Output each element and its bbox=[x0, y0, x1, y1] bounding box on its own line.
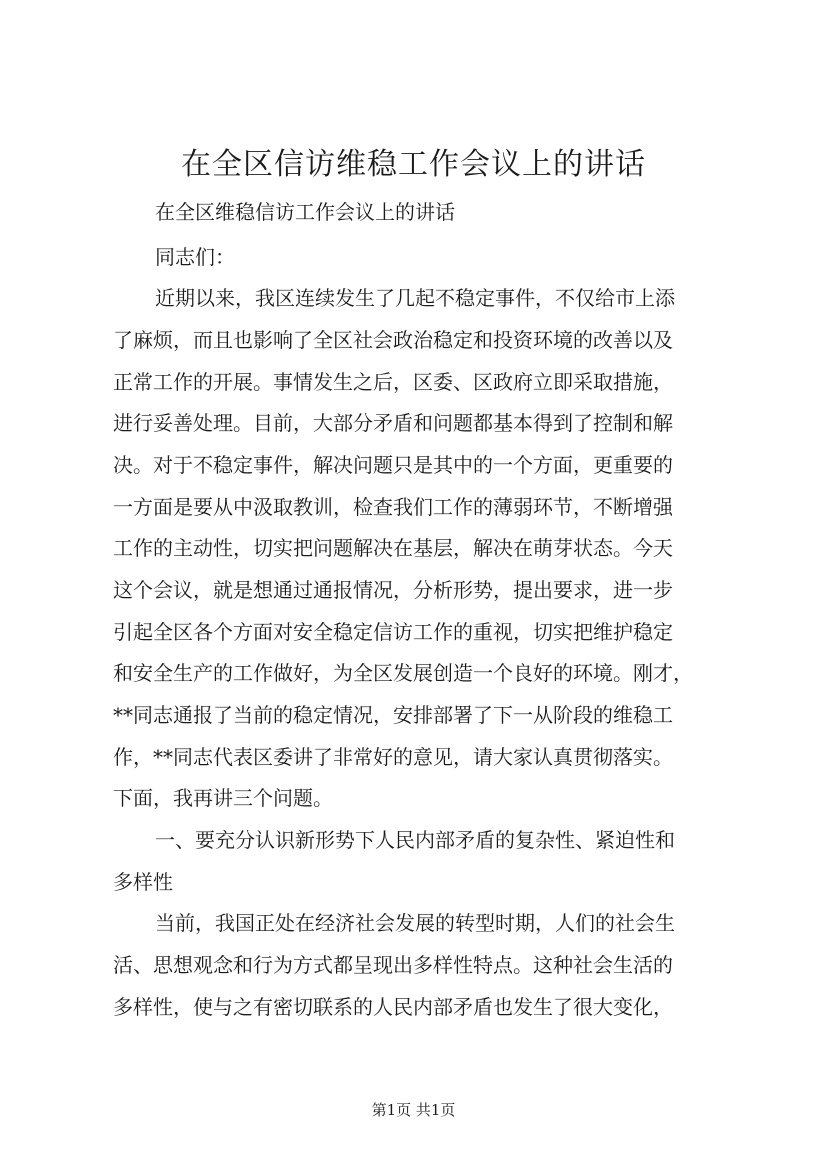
subtitle-line: 在全区维稳信访工作会议上的讲话 bbox=[155, 200, 455, 224]
body-line: 和安全生产的工作做好，为全区发展创造一个良好的环境。刚才， bbox=[113, 661, 693, 685]
body-line: 工作的主动性，切实把问题解决在基层，解决在萌芽状态。今天 bbox=[113, 536, 673, 560]
body-line: 引起全区各个方面对安全稳定信访工作的重视，切实把维护稳定 bbox=[113, 620, 673, 644]
body-line: 多样性，使与之有密切联系的人民内部矛盾也发生了很大变化， bbox=[113, 995, 673, 1019]
body-line: 近期以来，我区连续发生了几起不稳定事件，不仅给市上添 bbox=[155, 286, 675, 310]
body-line: 一方面是要从中汲取教训，检查我们工作的薄弱环节，不断增强 bbox=[113, 495, 673, 519]
body-line: 了麻烦，而且也影响了全区社会政治稳定和投资环境的改善以及 bbox=[113, 328, 673, 352]
page-footer: 第1页 共1页 bbox=[371, 1101, 456, 1119]
body-line: 决。对于不稳定事件，解决问题只是其中的一个方面，更重要的 bbox=[113, 453, 673, 477]
section-heading-line: 一、要充分认识新形势下人民内部矛盾的复杂性、紧迫性和 bbox=[155, 828, 675, 852]
body-line: 正常工作的开展。事情发生之后，区委、区政府立即采取措施， bbox=[113, 370, 673, 394]
salutation-line: 同志们： bbox=[155, 245, 235, 269]
body-line: 活、思想观念和行为方式都呈现出多样性特点。这种社会生活的 bbox=[113, 953, 673, 977]
body-line: **同志通报了当前的稳定情况，安排部署了下一从阶段的维稳工 bbox=[113, 703, 673, 727]
body-line: 作，**同志代表区委讲了非常好的意见，请大家认真贯彻落实。 bbox=[113, 745, 673, 769]
body-line: 这个会议，就是想通过通报情况，分析形势，提出要求，进一步 bbox=[113, 578, 673, 602]
body-line: 下面，我再讲三个问题。 bbox=[113, 786, 333, 810]
section-heading-line: 多样性 bbox=[113, 870, 173, 894]
document-title: 在全区信访维稳工作会议上的讲话 bbox=[181, 147, 646, 182]
body-line: 进行妥善处理。目前，大部分矛盾和问题都基本得到了控制和解 bbox=[113, 411, 673, 435]
body-line: 当前，我国正处在经济社会发展的转型时期，人们的社会生 bbox=[155, 911, 675, 935]
